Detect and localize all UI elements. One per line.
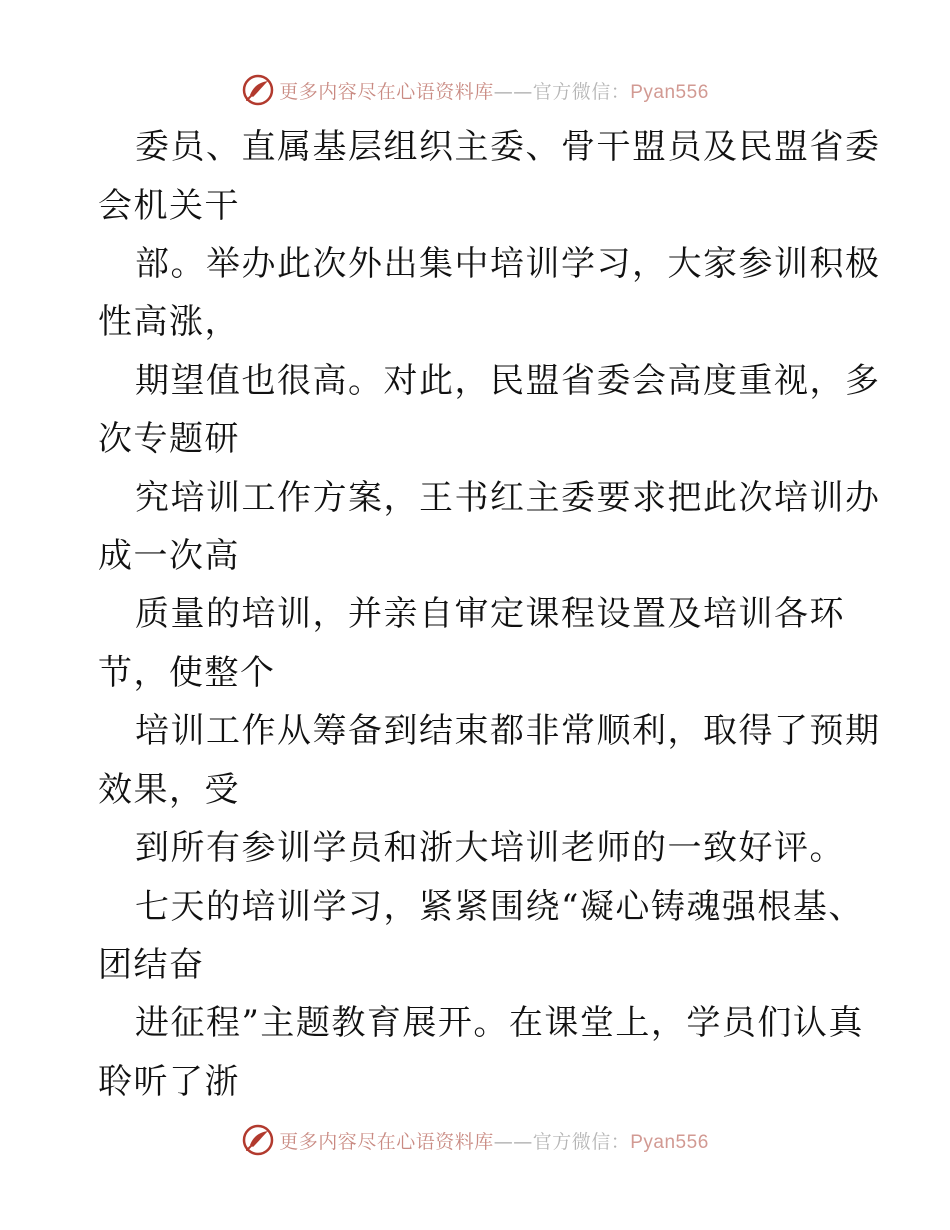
body-line-14: 七天的培训学习，紧紧围绕“凝心铸魂强根基、 (135, 887, 864, 927)
body-line-5: 期望值也很高。对此，民盟省委会高度重视，多 (135, 361, 881, 401)
footer-banner-main: 更多内容尽在心语资料库 (279, 1130, 494, 1153)
header-banner-label: 官方微信： (532, 80, 631, 103)
footer-banner-text (279, 1127, 709, 1154)
header-banner-main: 更多内容尽在心语资料库 (279, 80, 494, 103)
body-line-2: 会机关干 (98, 186, 240, 226)
header-banner-separator: —— (493, 80, 533, 103)
body-line-17: 聆听了浙 (98, 1062, 240, 1102)
body-line-3: 部。举办此次外出集中培训学习，大家参训积极 (135, 244, 881, 284)
footer-banner-label: 官方微信： (532, 1130, 631, 1153)
body-line-11: 培训工作从筹备到结束都非常顺利，取得了预期 (135, 711, 881, 751)
body-line-9: 质量的培训，并亲自审定课程设置及培训各环 (135, 594, 845, 634)
body-line-6: 次专题研 (98, 419, 240, 459)
body-line-8: 成一次高 (98, 536, 240, 576)
footer-banner-separator: —— (493, 1130, 533, 1153)
brand-logo-icon (241, 1123, 275, 1157)
body-line-1: 委员、直属基层组织主委、骨干盟员及民盟省委 (135, 127, 881, 167)
body-line-15: 团结奋 (98, 945, 205, 985)
footer-watermark-banner (0, 1120, 950, 1160)
footer-banner-account: Pyan556 (630, 1131, 709, 1153)
header-watermark-banner (0, 70, 950, 110)
body-line-7: 究培训工作方案，王书红主委要求把此次培训办 (135, 478, 881, 518)
header-banner-account: Pyan556 (630, 81, 709, 103)
body-line-10: 节，使整个 (98, 653, 276, 693)
body-line-16: 进征程”主题教育展开。在课堂上，学员们认真 (135, 1003, 864, 1043)
brand-logo-icon (241, 73, 275, 107)
body-line-12: 效果，受 (98, 770, 240, 810)
header-banner-text (279, 77, 709, 104)
body-line-4: 性高涨， (98, 302, 240, 342)
body-line-13: 到所有参训学员和浙大培训老师的一致好评。 (135, 828, 845, 868)
